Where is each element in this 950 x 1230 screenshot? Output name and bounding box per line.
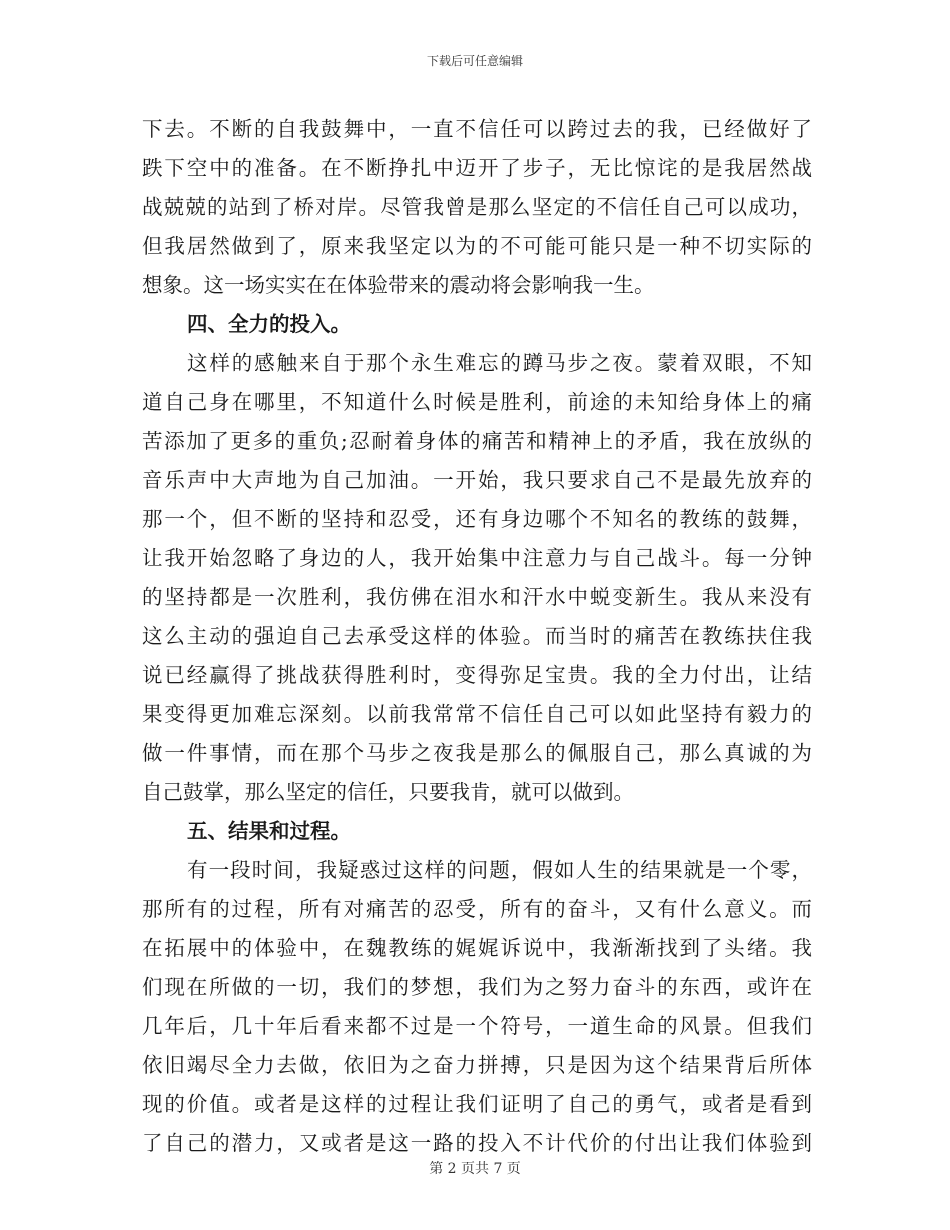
text-line: 跌下空中的准备。在不断挣扎中迈开了步子，无比惊诧的是我居然战 (142, 156, 812, 180)
text-line: 了自己的潜力，又或者是这一路的投入不计代价的付出让我们体验到 (142, 1131, 812, 1155)
text-line: 那所有的过程，所有对痛苦的忍受，所有的奋斗，又有什么意义。而 (142, 897, 812, 921)
text-line: 的坚持都是一次胜利，我仿佛在泪水和汗水中蜕变新生。我从来没有 (142, 585, 812, 609)
text-line: 让我开始忽略了身边的人，我开始集中注意力与自己战斗。每一分钟 (142, 546, 812, 570)
text-line: 在拓展中的体验中，在魏教练的娓娓诉说中，我渐渐找到了头绪。我 (142, 936, 812, 960)
text-line: 做一件事情，而在那个马步之夜我是那么的佩服自己，那么真诚的为 (142, 741, 812, 765)
text-line: 果变得更加难忘深刻。以前我常常不信任自己可以如此坚持有毅力的 (142, 702, 812, 726)
text-line: 这样的感触来自于那个永生难忘的蹲马步之夜。蒙着双眼，不知 (187, 351, 812, 375)
text-line: 想象。这一场实实在在体验带来的震动将会影响我一生。 (142, 273, 655, 297)
body-text (142, 110, 812, 1163)
text-line: 自己鼓掌，那么坚定的信任，只要我肯，就可以做到。 (142, 780, 634, 804)
section-heading: 四、全力的投入。 (187, 312, 351, 336)
text-line: 说已经赢得了挑战获得胜利时，变得弥足宝贵。我的全力付出，让结 (142, 663, 812, 687)
text-line: 这么主动的强迫自己去承受这样的体验。而当时的痛苦在教练扶住我 (142, 624, 812, 648)
text-line: 下去。不断的自我鼓舞中，一直不信任可以跨过去的我，已经做好了 (142, 117, 812, 141)
text-line: 道自己身在哪里，不知道什么时候是胜利，前途的未知给身体上的痛 (142, 390, 812, 414)
page-footer: 第 2 页共 7 页 (429, 1161, 521, 1177)
text-line: 们现在所做的一切，我们的梦想，我们为之努力奋斗的东西，或许在 (142, 975, 812, 999)
text-line: 战兢兢的站到了桥对岸。尽管我曾是那么坚定的不信任自己可以成功， (142, 195, 812, 219)
section-heading: 五、结果和过程。 (187, 819, 351, 843)
text-line: 但我居然做到了，原来我坚定以为的不可能可能只是一种不切实际的 (142, 234, 812, 258)
text-line: 有一段时间，我疑惑过这样的问题，假如人生的结果就是一个零， (187, 858, 812, 882)
text-line: 依旧竭尽全力去做，依旧为之奋力拼搏，只是因为这个结果背后所体 (142, 1053, 812, 1077)
text-line: 苦添加了更多的重负;忍耐着身体的痛苦和精神上的矛盾，我在放纵的 (142, 429, 812, 453)
text-line: 音乐声中大声地为自己加油。一开始，我只要求自己不是最先放弃的 (142, 468, 812, 492)
text-line: 现的价值。或者是这样的过程让我们证明了自己的勇气，或者是看到 (142, 1092, 812, 1116)
text-line: 那一个，但不断的坚持和忍受，还有身边哪个不知名的教练的鼓舞， (142, 507, 812, 531)
text-line: 几年后，几十年后看来都不过是一个符号，一道生命的风景。但我们 (142, 1014, 812, 1038)
page-header: 下载后可任意编辑 (426, 54, 523, 68)
